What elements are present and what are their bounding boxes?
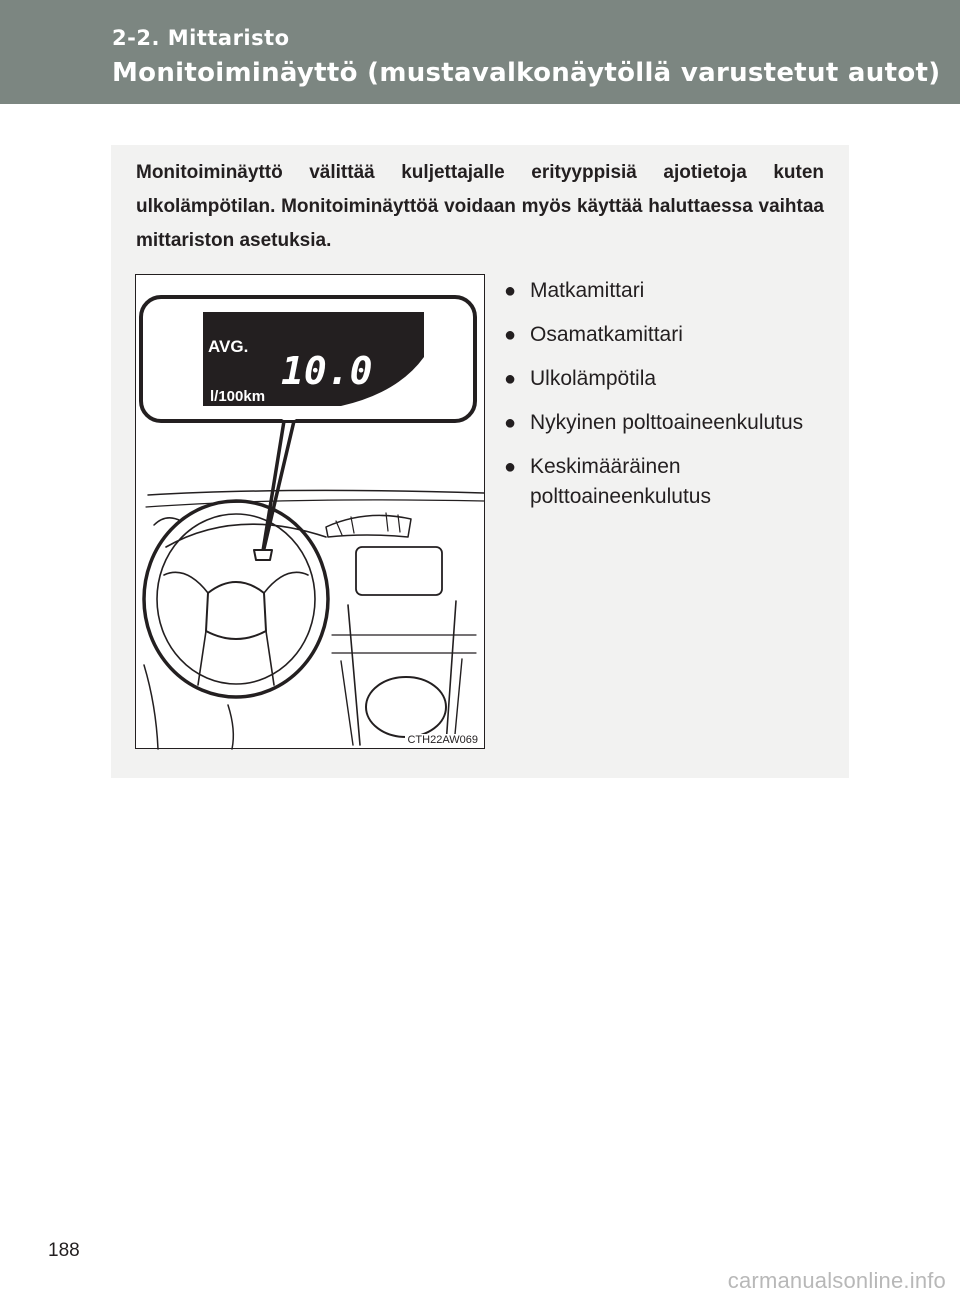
display-value: 10.0 bbox=[281, 349, 373, 393]
bullet-icon: ● bbox=[504, 280, 517, 302]
list-item bbox=[504, 452, 834, 512]
list-item bbox=[504, 364, 834, 394]
display-label: AVG. bbox=[208, 337, 249, 356]
page-header bbox=[0, 0, 960, 104]
list-item bbox=[504, 408, 834, 438]
bullet-icon: ● bbox=[504, 368, 517, 390]
dashboard-drawing bbox=[136, 275, 486, 750]
list-item bbox=[504, 276, 834, 306]
intro-paragraph: Monitoiminäyttö välittää kuljettajalle erityyppisiä ajotietoja kuten ulkolämpötilan. Monitoiminäyttöä voidaan myös käyttää haluttaessa vaihtaa mittariston asetuksia. bbox=[136, 162, 824, 251]
bullet-icon: ● bbox=[504, 456, 517, 478]
list-item-label: Osamatkamittari bbox=[530, 323, 683, 346]
bullet-icon: ● bbox=[504, 412, 517, 434]
list-item-label: Keskimääräinen polttoaineenkulutus bbox=[530, 455, 711, 508]
list-item bbox=[504, 320, 834, 350]
list-item-label: Matkamittari bbox=[530, 279, 645, 302]
list-item-label: Ulkolämpötila bbox=[530, 367, 657, 390]
section-label: 2-2. Mittaristo bbox=[112, 26, 290, 50]
page-number: 188 bbox=[48, 1240, 80, 1261]
display-unit: l/100km bbox=[210, 388, 266, 405]
list-item-label: Nykyinen polttoaineenkulutus bbox=[530, 411, 804, 434]
figure-code: CTH22AW069 bbox=[407, 734, 478, 746]
feature-list bbox=[504, 276, 834, 526]
watermark-footer: carmanualsonline.info bbox=[727, 1268, 946, 1293]
page-title: Monitoiminäyttö (mustavalkonäytöllä varustetut autot) bbox=[112, 58, 941, 88]
dashboard-illustration bbox=[135, 274, 485, 749]
bullet-icon: ● bbox=[504, 324, 517, 346]
